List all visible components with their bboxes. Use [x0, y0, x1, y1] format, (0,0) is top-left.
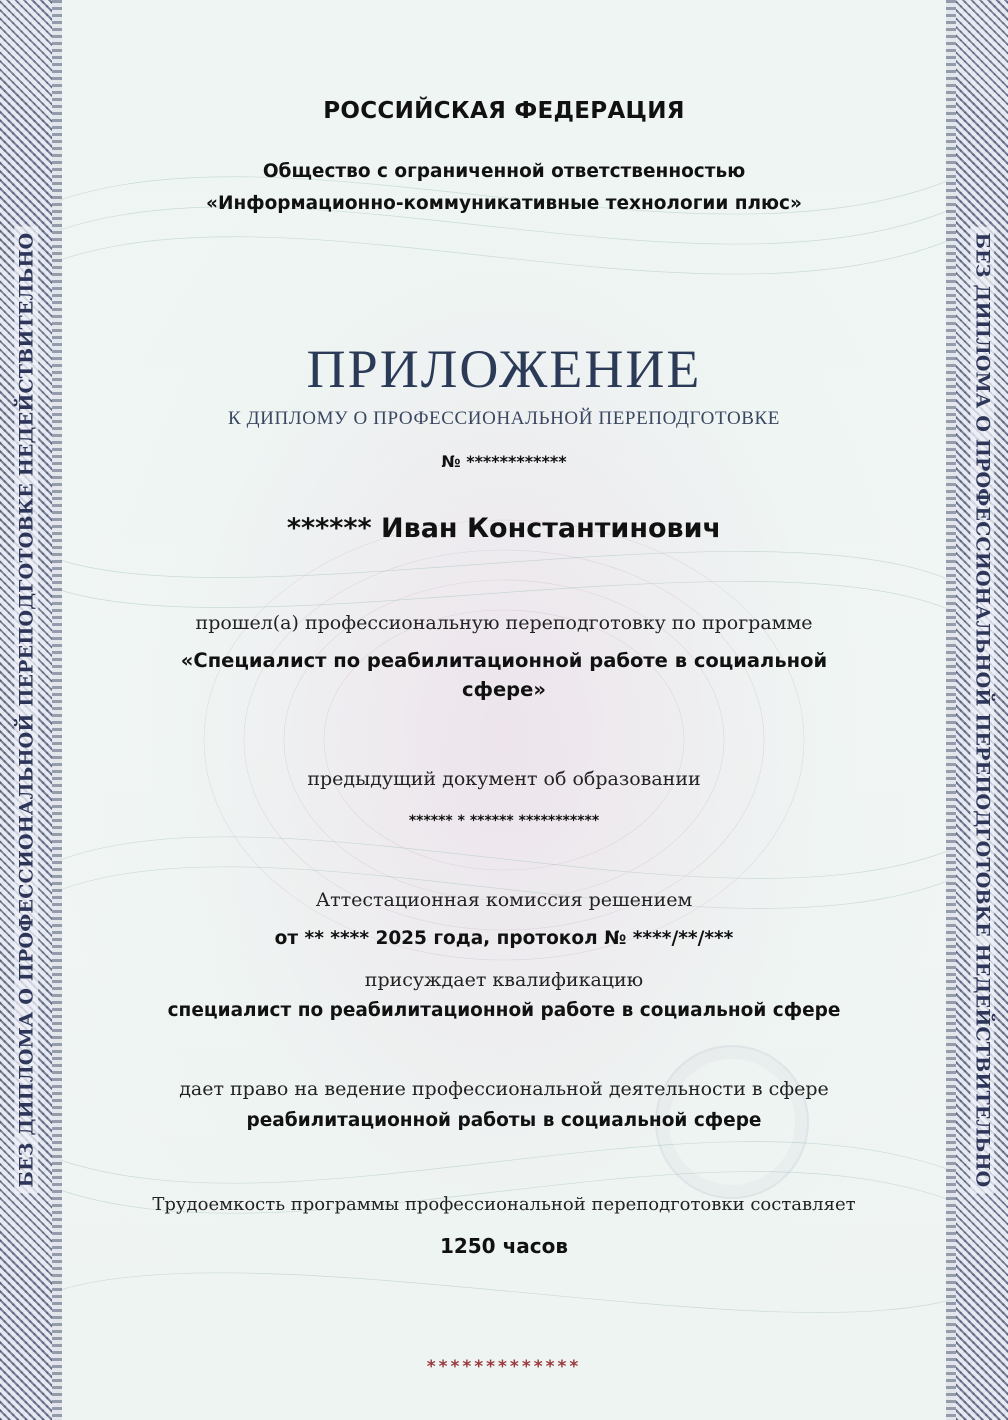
professional-right-label: дает право на ведение профессиональной деятельности в сфере	[179, 1078, 829, 1100]
recipient-name: ****** Иван Константинович	[286, 513, 722, 544]
program-label: прошел(а) профессиональную переподготовку по программе	[195, 612, 813, 634]
left-border-strip	[52, 0, 62, 1420]
program-name: «Специалист по реабилитационной работе в социальной сфере»	[180, 649, 828, 701]
document-subtitle: К ДИПЛОМУ О ПРОФЕССИОНАЛЬНОЙ ПЕРЕПОДГОТОВКЕ	[227, 408, 781, 429]
commission-label: Аттестационная комиссия решением	[315, 889, 693, 911]
qualification-value: специалист по реабилитационной работе в социальной сфере	[167, 1000, 841, 1021]
document-content	[70, 0, 938, 1420]
left-border-text: БЕЗ ДИПЛОМА О ПРОФЕССИОНАЛЬНОЙ ПЕРЕПОДГОТОВКЕ НЕДЕЙСТВИТЕЛЬНО	[14, 227, 38, 1194]
program-hours-value: 1250 часов	[439, 1234, 569, 1258]
left-border-caption	[0, 0, 52, 1420]
document-title: ПРИЛОЖЕНИЕ	[306, 339, 702, 399]
serial-number: *************	[426, 1357, 582, 1377]
right-border-text: БЕЗ ДИПЛОМА О ПРОФЕССИОНАЛЬНОЙ ПЕРЕПОДГОТОВКЕ НЕДЕЙСТВИТЕЛЬНО	[970, 227, 994, 1194]
document-number: № ************	[441, 452, 567, 471]
right-border-caption	[956, 0, 1008, 1420]
commission-decision: от ** **** 2025 года, протокол № ****/**/***	[274, 928, 734, 949]
previous-document-label: предыдущий документ об образовании	[307, 768, 701, 790]
right-border-strip	[946, 0, 956, 1420]
professional-right-value: реабилитационной работы в социальной сфере	[246, 1110, 762, 1131]
organization-type: Общество с ограниченной ответственностью	[262, 161, 746, 182]
previous-document-value: ****** * ****** ***********	[408, 813, 600, 829]
organization-name: «Информационно-коммуникативные технологии плюс»	[206, 193, 802, 214]
program-hours-label: Трудоемкость программы профессиональной переподготовки составляет	[152, 1194, 856, 1215]
qualification-label: присуждает квалификацию	[364, 969, 644, 991]
country-heading: РОССИЙСКАЯ ФЕДЕРАЦИЯ	[323, 98, 685, 124]
